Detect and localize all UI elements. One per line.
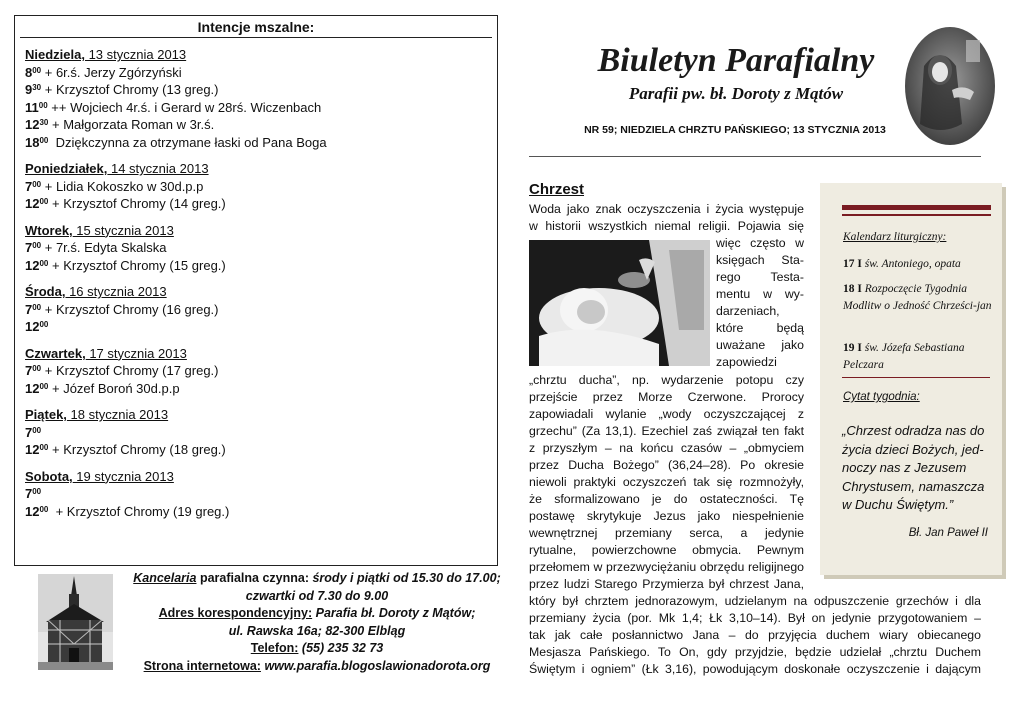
intention-entry — [25, 99, 491, 117]
mass-minutes: 00 — [39, 258, 49, 268]
intention-entry — [25, 503, 491, 521]
day-heading — [25, 222, 491, 240]
calendar-event-text: św. Józefa Sebastiana Pelczara — [843, 342, 965, 371]
intention-day — [25, 222, 491, 275]
day-date: 18 stycznia 2013 — [66, 407, 169, 422]
article-line: Woda jako znak oczyszczenia i życia występuje — [529, 202, 804, 216]
quote-text: „Chrzest odradza nas do życia dzieci Bożych, jed-noczy nas z Jezusem Chrystusem, namaszcza w Duchu Świętym.” — [842, 423, 985, 512]
sidebar-panel — [820, 183, 1002, 575]
mass-minutes: 00 — [32, 302, 42, 312]
day-date: 19 stycznia 2013 — [72, 468, 174, 484]
intention-entry — [25, 178, 491, 196]
mass-minutes: 00 — [39, 197, 49, 206]
intention-entry — [25, 424, 491, 442]
sidebar-bar-thin — [842, 214, 991, 216]
article-title: Chrzest — [529, 181, 585, 198]
mass-minutes: 00 — [39, 443, 49, 452]
intention-entry — [25, 134, 491, 152]
article-line: przez Ducha Bożego” (36,24–28). Po okresie — [529, 458, 804, 472]
mass-hour: 12 — [25, 503, 40, 519]
mass-hour: 7 — [25, 240, 33, 255]
article-line: z przyszłym – na końcu czasów – „obmyciem — [529, 441, 804, 455]
intention-entry — [25, 485, 491, 503]
article-line: grzechu” (Za 13,1). Ezechiel zaś związał ten fakt — [529, 424, 804, 438]
mass-minutes: 00 — [32, 487, 42, 496]
day-date: 13 stycznia 2013 — [84, 47, 187, 62]
intention-day — [25, 283, 491, 336]
address-street: ul. Rawska 16a; 82-300 Elbląg — [228, 623, 406, 638]
intention-entry — [25, 441, 491, 459]
mass-hour: 12 — [25, 257, 40, 273]
day-name: Środa, — [25, 284, 66, 299]
article-line: rytualne, powierzchowne obmycia. Pewnym — [529, 543, 804, 557]
quote-author: Bł. Jan Paweł II — [908, 527, 988, 539]
sidebar-bar — [842, 205, 991, 210]
intentions-list — [25, 46, 491, 529]
office-hours-label: parafialna czynna: — [196, 571, 313, 585]
day-name: Piątek, — [25, 407, 67, 422]
intention-text: + Krzysztof Chromy (15 greg.) — [48, 257, 226, 273]
header-divider — [529, 156, 981, 157]
office-hours: środy i piątki od 15.30 do 17.00; — [312, 571, 501, 585]
mass-minutes: 00 — [32, 364, 42, 373]
intention-text: ++ Wojciech 4r.ś. i Gerard w 28rś. Wiczenbach — [47, 99, 322, 115]
mass-hour: 7 — [25, 486, 33, 501]
sidebar-separator — [842, 377, 990, 378]
article-line: uważane jako — [716, 338, 804, 352]
mass-minutes: 00 — [38, 100, 48, 110]
day-date: 17 stycznia 2013 — [85, 345, 187, 361]
calendar-event-text: Rozpoczęcie Tygodnia Modlitw o Jedność Chrześci-jan — [843, 283, 992, 312]
article-line: „chrztu ducha”, np. wydarzenie potopu czy — [529, 373, 804, 387]
day-date: 16 stycznia 2013 — [65, 284, 167, 299]
intention-entry — [25, 257, 491, 275]
bulletin-title: Biuletyn Parafialny — [597, 42, 875, 79]
intention-text: + 6r.ś. Jerzy Zgórzyński — [41, 64, 182, 80]
article-line: postawę skrytykuje Jezus jako niespełnienie — [529, 509, 804, 523]
intention-text: + Lidia Kokoszko w 30d.p.p — [41, 178, 204, 194]
intention-text: + Krzysztof Chromy (17 greg.) — [41, 363, 219, 378]
mass-hour: 12 — [25, 380, 40, 396]
intention-text: + Józef Boroń 30d.p.p — [48, 380, 180, 396]
mass-hour: 7 — [25, 301, 33, 317]
baptism-photo — [529, 240, 710, 366]
day-heading — [25, 46, 491, 64]
intention-entry — [25, 116, 491, 134]
intention-entry — [25, 239, 491, 257]
quote-label: Cytat tygodnia: — [843, 391, 920, 403]
mass-minutes: 00 — [32, 179, 42, 189]
mass-minutes: 00 — [32, 241, 42, 250]
mass-hour: 7 — [25, 178, 33, 194]
intention-entry — [25, 81, 491, 99]
mass-minutes: 00 — [39, 504, 49, 514]
mass-minutes: 00 — [39, 381, 49, 391]
article-line: przełomem w przezwyciężaniu obrzędu religijnego — [529, 560, 804, 574]
article-line: który był chrztem jednorazowym, udzielanym na odpuszczenie grzechów i dla — [529, 594, 981, 608]
intentions-header: Intencje mszalne: — [20, 16, 492, 38]
mass-hour: 11 — [25, 99, 39, 115]
calendar-event-text: św. Antoniego, opata — [861, 258, 961, 270]
office-label: Kancelaria — [133, 571, 197, 585]
article-line: więc często w — [716, 236, 804, 250]
day-date: 15 stycznia 2013 — [72, 222, 174, 238]
phone-number: (55) 235 32 73 — [298, 641, 384, 655]
mass-minutes: 30 — [32, 83, 42, 92]
intention-entry — [25, 318, 491, 336]
mass-hour: 9 — [25, 82, 33, 97]
day-heading — [25, 160, 491, 178]
day-name: Czwartek, — [25, 345, 86, 361]
address-parish: Parafia bł. Doroty z Mątów; — [312, 606, 476, 620]
mass-hour: 8 — [25, 64, 33, 80]
article-line: darzeniach, — [716, 304, 780, 318]
day-name: Wtorek, — [25, 222, 73, 238]
day-name: Poniedziałek, — [25, 161, 108, 176]
intention-entry — [25, 64, 491, 82]
mass-minutes: 00 — [32, 65, 42, 75]
intention-day — [25, 160, 491, 213]
day-heading — [25, 406, 491, 424]
article-line: zapowiadali wylanie „wody oczyszczającej z — [529, 407, 804, 421]
day-name: Sobota, — [25, 468, 73, 484]
article-line: przejście przez Morze Czerwone. Prorocy — [529, 390, 804, 404]
intention-entry — [25, 362, 491, 380]
article-line: przez ludzi Starego Przymierza był chrzest Jana, — [529, 577, 804, 591]
day-heading — [25, 345, 491, 363]
intention-day — [25, 406, 491, 459]
mass-hour: 18 — [25, 134, 40, 150]
calendar-event — [843, 340, 993, 374]
intention-text: Dziękczynna za otrzymane łaski od Pana Boga — [48, 134, 327, 150]
article-line: Świętym i ogniem” (Łk 3,16), powodującym doskonałe oczyszczenie i dającym — [529, 662, 981, 676]
intention-text: + Krzysztof Chromy (18 greg.) — [48, 442, 226, 457]
intention-entry — [25, 195, 491, 213]
intention-text: + 7r.ś. Edyta Skalska — [41, 240, 167, 255]
issue-line: NR 59; NIEDZIELA CHRZTU PAŃSKIEGO; 13 STYCZNIA 2013 — [584, 124, 886, 136]
intention-day — [25, 46, 491, 151]
day-heading — [25, 283, 491, 301]
calendar-event-day: 17 I — [843, 258, 862, 270]
article-line: księgach Sta- — [716, 253, 804, 267]
office-info — [125, 570, 509, 675]
intention-text: + Krzysztof Chromy (16 greg.) — [41, 301, 219, 317]
intention-day — [25, 345, 491, 398]
phone-label: Telefon: — [250, 641, 299, 655]
article-line: niewoli praktyki oczyszczeń tak się rozmnożyły, — [529, 475, 804, 489]
article-line: w historii wszystkich niemal religii. Pojawia się — [529, 219, 804, 233]
mass-hour: 12 — [25, 117, 40, 132]
intention-text: + Krzysztof Chromy (13 greg.) — [41, 82, 219, 97]
article-line: które będą — [716, 321, 804, 335]
saint-portrait — [904, 26, 996, 146]
mass-hour: 7 — [25, 424, 33, 440]
calendar-event-day: 18 I — [843, 283, 862, 295]
article-line: Mesjasza Pańskiego. To On, gdy przyjdzie, będzie udzielał „chrztu Duchem — [529, 645, 981, 659]
mass-minutes: 00 — [39, 320, 49, 329]
address-label: Adres korespondencyjny: — [158, 606, 313, 620]
intention-entry — [25, 380, 491, 398]
calendar-event — [843, 256, 993, 273]
mass-hour: 12 — [25, 442, 40, 457]
intention-text: + Krzysztof Chromy (19 greg.) — [48, 503, 230, 519]
calendar-event-day: 19 I — [843, 342, 862, 354]
mass-minutes: 30 — [39, 118, 49, 127]
article-line: że sformalizowano je do ostateczności. Tę — [529, 492, 804, 506]
intention-day — [25, 468, 491, 521]
intention-entry — [25, 301, 491, 319]
mass-intentions-box — [14, 15, 498, 566]
mass-minutes: 00 — [32, 425, 42, 435]
intention-text: + Małgorzata Roman w 3r.ś. — [48, 117, 215, 132]
article-line: tak jak całe posłannictwo Jana – do przyjęcia duchem wiary obiecanego — [529, 628, 981, 642]
day-heading — [25, 468, 491, 486]
mass-hour: 12 — [25, 196, 40, 211]
article-line: przemiany życia (por. Mk 1,4; Łk 3,10–14). Był on jedynie przygotowaniem – — [529, 611, 981, 625]
article-line: wewnętrznej przemiany serca, a jedynie — [529, 526, 804, 540]
mass-hour: 12 — [25, 319, 40, 334]
mass-minutes: 00 — [39, 135, 49, 145]
mass-hour: 7 — [25, 363, 33, 378]
day-name: Niedziela, — [25, 47, 85, 62]
calendar-event — [843, 281, 993, 315]
day-date: 14 stycznia 2013 — [107, 161, 209, 176]
article-line: zapowiedzi — [716, 355, 777, 369]
intention-text: + Krzysztof Chromy (14 greg.) — [48, 196, 226, 211]
article-line: mentu w wy- — [716, 287, 804, 301]
calendar-label: Kalendarz liturgiczny: — [843, 231, 947, 243]
bulletin-subtitle: Parafii pw. bł. Doroty z Mątów — [628, 84, 844, 103]
website-label: Strona internetowa: — [143, 658, 261, 673]
website-link[interactable]: www.parafia.blogoslawionadorota.org — [260, 658, 491, 673]
church-photo — [38, 574, 113, 670]
office-hours-thursday: czwartki od 7.30 do 9.00 — [245, 588, 389, 603]
article-line: rego Testa- — [716, 270, 804, 284]
